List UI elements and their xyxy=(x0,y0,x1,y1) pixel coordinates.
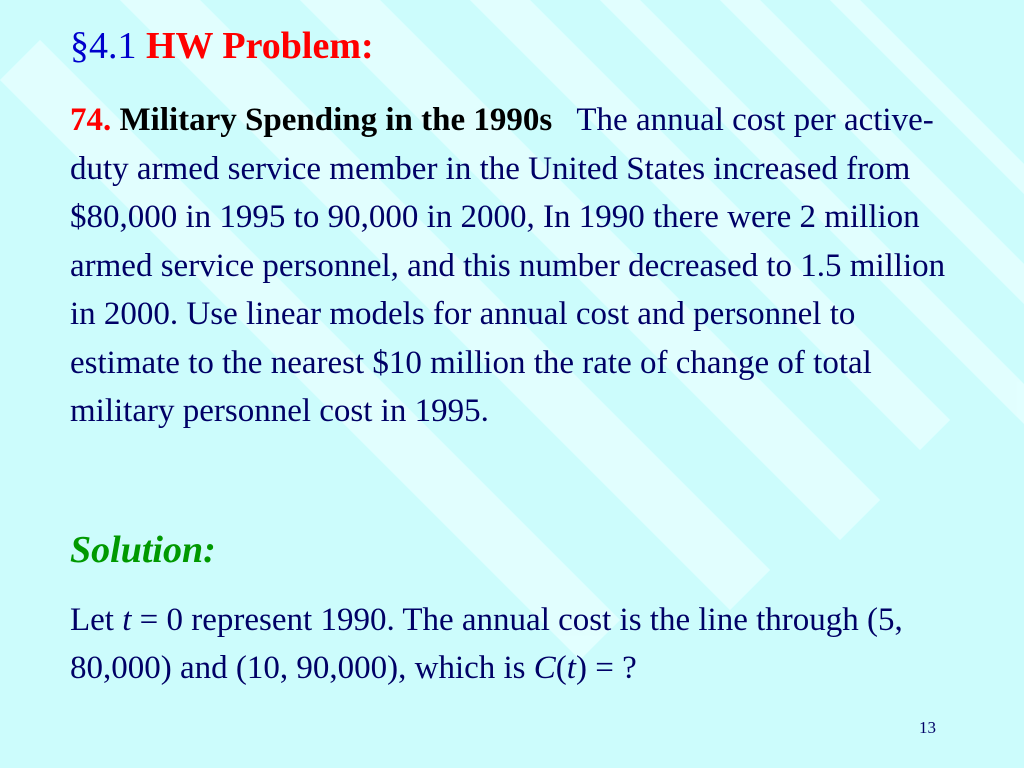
problem-number: 74. xyxy=(70,102,112,138)
solution-text-c: ) = ? xyxy=(575,650,637,686)
solution-text xyxy=(70,596,970,692)
solution-text-b: = 0 represent 1990. The annual cost is the line through (5, 80,000) and (10, 90,000), which is xyxy=(70,602,903,686)
problem-paragraph xyxy=(70,96,950,436)
problem-statement xyxy=(70,96,950,436)
section-number: §4.1 xyxy=(70,25,137,67)
paren-open: ( xyxy=(555,650,567,686)
slide-heading xyxy=(70,27,374,65)
problem-title: Military Spending in the 1990s xyxy=(119,102,553,138)
page-number: 13 xyxy=(919,718,936,737)
problem-body: The annual cost per active-duty armed service member in the United States increased from $80,000 in 1995 to 90,000 in 2000, In 1990 there were 2 million armed service personnel, and this number decreased to 1.5 million in 2000. Use linear models for annual cost and personnel to estimate to the nearest $10 million the rate of change of total military personnel cost in 1995. xyxy=(70,102,946,429)
function-arg-t: t xyxy=(566,650,576,686)
variable-t: t xyxy=(122,602,132,638)
function-c: C xyxy=(533,650,556,686)
solution-text-a: Let xyxy=(70,602,123,638)
heading-label: HW Problem: xyxy=(146,25,374,67)
solution-paragraph xyxy=(70,596,970,692)
solution-heading: Solution: xyxy=(70,529,216,571)
